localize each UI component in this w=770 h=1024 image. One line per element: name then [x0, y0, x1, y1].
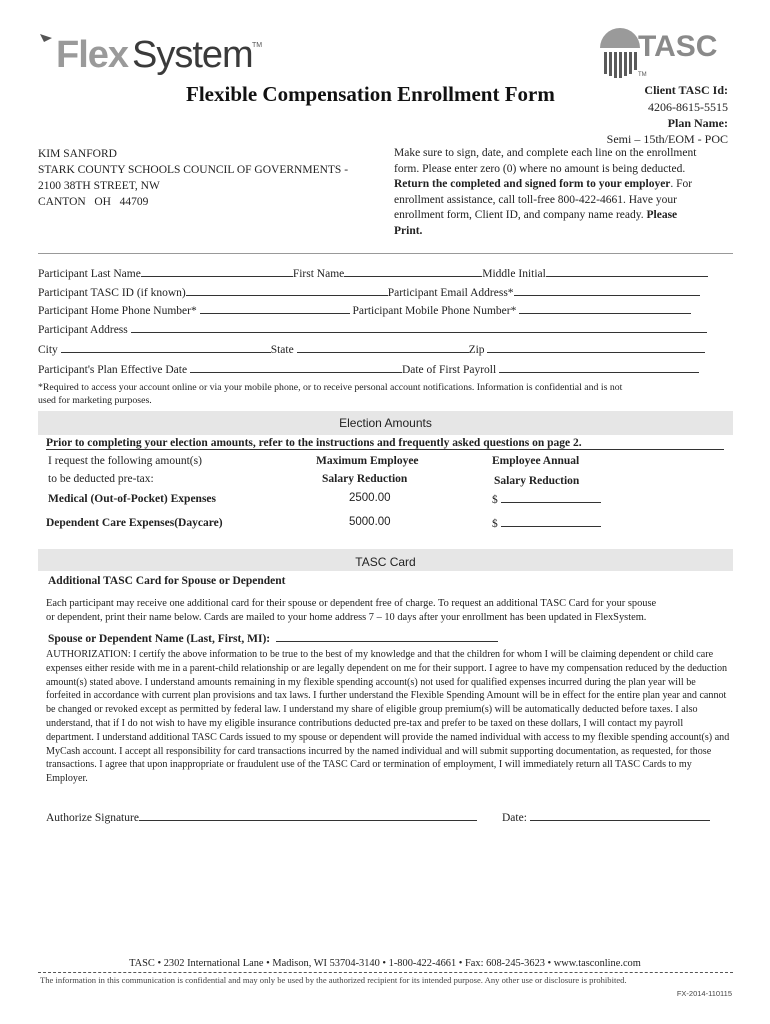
spouse-name-input[interactable] — [276, 631, 498, 642]
logo-arrow-icon — [38, 32, 58, 59]
authorization-text: AUTHORIZATION: I certify the above information to be true to the best of my knowledge and that the children for whom I will be claiming dependent or child care expenses either reside with me in a parent-child relationship or are legally dependent on me for their support. I agree to have my compensation reduced by the deduction amount(s) stated above. I understand amounts remaining in my flexible spending account(s) not used for qualified expenses incurred during the plan year will be forfeited in accordance with current plan provisions and tax laws. I further understand the Flexible Spending Amount will be in effect for the entire plan year and cannot be changed or revoked except as permitted by federal law. I understand my share of eligible group premium(s) will be automatically deducted before taxes. I also understand, that if I do not wish to have my eligible insurance contributions deducted pre-tax and prefer to be taxed on these dollars, I will contact my payroll department. I understand additional TASC Cards issued to my spouse or dependent will provide the named individual with access to my flexible spending account(s) and MyCash account. I accept all responsibility for card transactions incurred by the named individual and will submit supporting documentation, as requested, for those transactions. I agree that upon inappropriate or fraudulent use of the TASC Card or termination of employment, I will immediately return all TASC Cards to my Employer. — [46, 649, 730, 785]
instructions-line — [394, 208, 696, 224]
email-input[interactable] — [514, 285, 700, 296]
instructions-line: form. Please enter zero (0) where no amount is being deducted. — [394, 162, 686, 175]
dependent-care-max-value: 5000.00 — [349, 516, 391, 528]
zip-input[interactable] — [487, 342, 705, 353]
effective-date-label: Participant's Plan Effective Date — [38, 364, 188, 376]
middle-initial-label: Middle Initial — [482, 268, 546, 280]
tasc-card-section-header: TASC Card — [38, 549, 733, 571]
currency-symbol: $ — [492, 494, 498, 506]
participant-row-2 — [38, 285, 733, 299]
date-row — [502, 810, 710, 824]
state-input[interactable] — [297, 342, 469, 353]
instructions-please-bold: Please — [646, 209, 678, 221]
first-payroll-label: Date of First Payroll — [401, 364, 497, 376]
city-input[interactable] — [61, 342, 271, 353]
request-text-2: to be deducted pre-tax: — [48, 473, 154, 485]
currency-symbol: $ — [492, 518, 498, 530]
client-id-value: 4206-8615-5515 — [648, 100, 728, 114]
signature-label: Authorize Signature — [46, 812, 139, 824]
election-section-header: Election Amounts — [38, 411, 733, 435]
address-city: CANTON OH 44709 — [38, 196, 149, 208]
date-input[interactable] — [530, 810, 710, 821]
instructions-line — [394, 177, 696, 193]
mobile-phone-input[interactable] — [519, 303, 691, 314]
form-code: FX-2014-110115 — [676, 989, 732, 998]
first-name-input[interactable] — [344, 266, 482, 277]
tasc-logo-text: TASC — [638, 30, 718, 63]
dependent-care-annual-field — [492, 516, 601, 530]
divider — [38, 253, 733, 254]
instructions-print-bold: Print. — [394, 224, 423, 237]
footer-dashed-divider — [38, 972, 733, 973]
last-name-label: Participant Last Name — [38, 268, 141, 280]
address-name: KIM SANFORD — [38, 148, 117, 160]
footer-disclaimer: The information in this communication is confidential and may only be used by the authorized recipient for its intended purpose. Any other use or disclosure is prohibited. — [40, 975, 627, 985]
home-phone-input[interactable] — [200, 303, 350, 314]
page-title: Flexible Compensation Enrollment Form — [186, 82, 555, 106]
tasc-card-paragraph — [46, 597, 656, 625]
footer-address: TASC • 2302 International Lane • Madison, WI 53704-3140 • 1-800-422-4661 • Fax: 608-245-3623 • www.tasconline.com — [129, 958, 641, 969]
tasc-card-para-line: or dependent, print their name below. Cards are mailed to your home address 7 – 10 days after your enrollment has been updated in FlexSystem. — [46, 612, 647, 623]
home-phone-label: Participant Home Phone Number* — [38, 305, 197, 317]
tasc-mark-icon — [598, 26, 642, 78]
address-input[interactable] — [131, 322, 707, 333]
address-street: 2100 38TH STREET, NW — [38, 180, 160, 192]
max-header-2: Salary Reduction — [322, 473, 408, 485]
tasc-card-subhead: Additional TASC Card for Spouse or Dependent — [48, 575, 286, 587]
max-header-1: Maximum Employee — [316, 455, 419, 467]
email-label: Participant Email Address* — [387, 287, 514, 299]
required-footnote — [38, 381, 622, 407]
flexsystem-logo — [38, 28, 263, 78]
medical-annual-input[interactable] — [501, 492, 601, 503]
participant-row-4 — [38, 322, 733, 336]
tasc-logo-tm: TM — [638, 72, 647, 78]
spouse-name-row — [48, 631, 498, 645]
annual-header-1: Employee Annual — [492, 455, 580, 467]
election-prior-note: Prior to completing your election amounts, refer to the instructions and frequently asked questions on page 2. — [46, 437, 724, 450]
dependent-care-annual-input[interactable] — [501, 516, 601, 527]
spouse-name-label: Spouse or Dependent Name (Last, First, MI): — [48, 633, 271, 645]
tasc-card-para-line: Each participant may receive one additional card for their spouse or dependent free of charge. To request an additional TASC Card for your spouse — [46, 598, 657, 609]
last-name-input[interactable] — [141, 266, 293, 277]
tasc-id-label: Participant TASC ID (if known) — [38, 287, 186, 299]
plan-name-label: Plan Name: — [667, 116, 728, 130]
first-payroll-input[interactable] — [499, 362, 699, 373]
first-name-label: First Name — [292, 268, 345, 280]
city-label: City — [38, 344, 58, 356]
instructions-line-rest: . For — [670, 178, 693, 190]
plan-name-value: Semi – 15th/EOM - POC — [606, 132, 728, 146]
logo-flex-text: Flex — [56, 34, 129, 76]
address-label: Participant Address — [38, 324, 128, 336]
address-org: STARK COUNTY SCHOOLS COUNCIL OF GOVERNMENTS - — [38, 164, 349, 176]
footnote-line: used for marketing purposes. — [38, 395, 152, 406]
instructions-line-normal: enrollment form, Client ID, and company name ready. — [394, 209, 647, 221]
participant-row-6 — [38, 362, 733, 376]
participant-row-5 — [38, 342, 733, 356]
dependent-care-label: Dependent Care Expenses(Daycare) — [46, 517, 223, 529]
tasc-id-input[interactable] — [186, 285, 388, 296]
signature-row — [46, 810, 477, 824]
client-id-label: Client TASC Id: — [644, 83, 728, 97]
instructions-block — [394, 146, 696, 239]
middle-initial-input[interactable] — [546, 266, 708, 277]
signature-input[interactable] — [139, 810, 477, 821]
address-block — [38, 146, 348, 210]
request-text-1: I request the following amount(s) — [48, 455, 202, 467]
logo-tm: TM — [252, 42, 263, 49]
participant-row-3 — [38, 303, 733, 317]
instructions-line: Make sure to sign, date, and complete each line on the enrollment — [394, 147, 697, 159]
zip-label: Zip — [468, 344, 485, 356]
medical-label: Medical (Out-of-Pocket) Expenses — [48, 493, 216, 505]
instructions-line: enrollment assistance, call toll-free 800-422-4661. Have your — [394, 193, 677, 206]
tasc-logo — [598, 26, 738, 82]
medical-annual-field — [492, 492, 601, 506]
state-label: State — [270, 344, 294, 356]
footnote-line: *Required to access your account online or via your mobile phone, or to receive personal account notifications. Information is confidential and is not — [38, 382, 623, 393]
mobile-phone-label: Participant Mobile Phone Number* — [352, 305, 517, 317]
participant-row-1 — [38, 266, 733, 280]
medical-max-value: 2500.00 — [349, 492, 391, 504]
logo-system-text: System — [132, 34, 253, 76]
effective-date-input[interactable] — [190, 362, 402, 373]
annual-header-2: Salary Reduction — [494, 475, 580, 487]
instructions-return-bold: Return the completed and signed form to your employer — [394, 178, 671, 190]
date-label: Date: — [502, 812, 527, 824]
